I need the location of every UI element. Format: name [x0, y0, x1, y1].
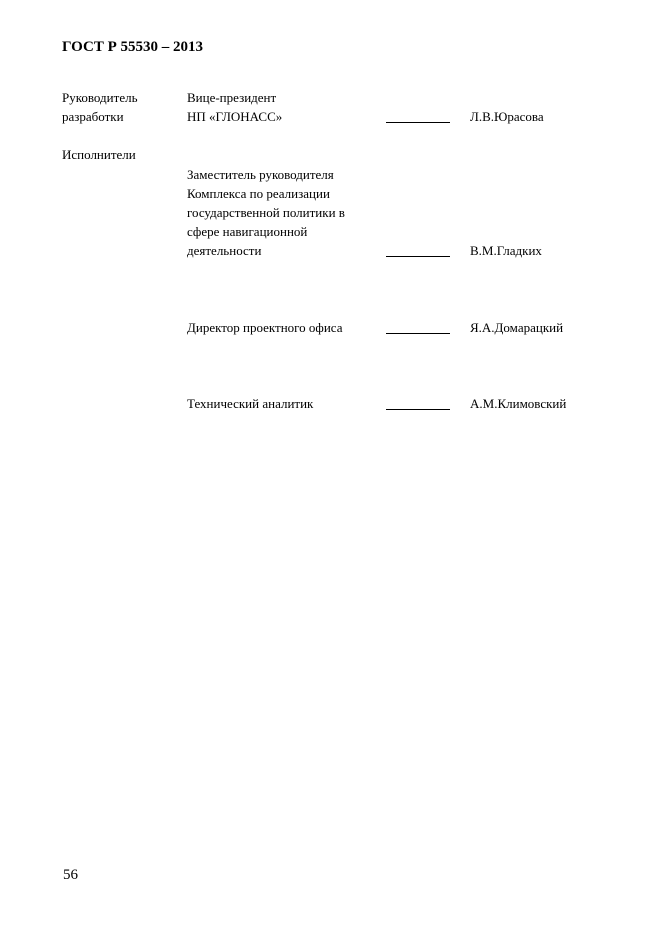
- executor-2-name: Я.А.Домарацкий: [470, 320, 564, 335]
- leader-role-line1: Руководитель: [62, 90, 138, 105]
- executors-role: Исполнители: [62, 147, 136, 162]
- page-header-standard: ГОСТ Р 55530 – 2013: [62, 39, 204, 55]
- executor-3-signature-line: [386, 409, 450, 410]
- executor-3-name: А.М.Климовский: [470, 396, 567, 411]
- page-number: 56: [63, 867, 78, 883]
- executor-1-position-line4: сфере навигационной: [187, 224, 308, 239]
- executor-1-position-line1: Заместитель руководителя: [187, 167, 334, 182]
- leader-position-line1: Вице-президент: [187, 90, 277, 105]
- executor-1-position-line3: государственной политики в: [187, 205, 345, 220]
- executor-2-signature-line: [386, 333, 450, 334]
- executor-1-signature-line: [386, 256, 450, 257]
- executor-3-position: Технический аналитик: [187, 396, 314, 411]
- leader-signature-line: [386, 122, 450, 123]
- leader-role-line2: разработки: [62, 109, 124, 124]
- leader-position-line2: НП «ГЛОНАСС»: [187, 109, 283, 124]
- executor-2-position: Директор проектного офиса: [187, 320, 343, 335]
- leader-name: Л.В.Юрасова: [470, 109, 544, 124]
- executor-1-name: В.М.Гладких: [470, 243, 542, 258]
- executor-1-position-line2: Комплекса по реализации: [187, 186, 330, 201]
- executor-1-position-line5: деятельности: [187, 243, 262, 258]
